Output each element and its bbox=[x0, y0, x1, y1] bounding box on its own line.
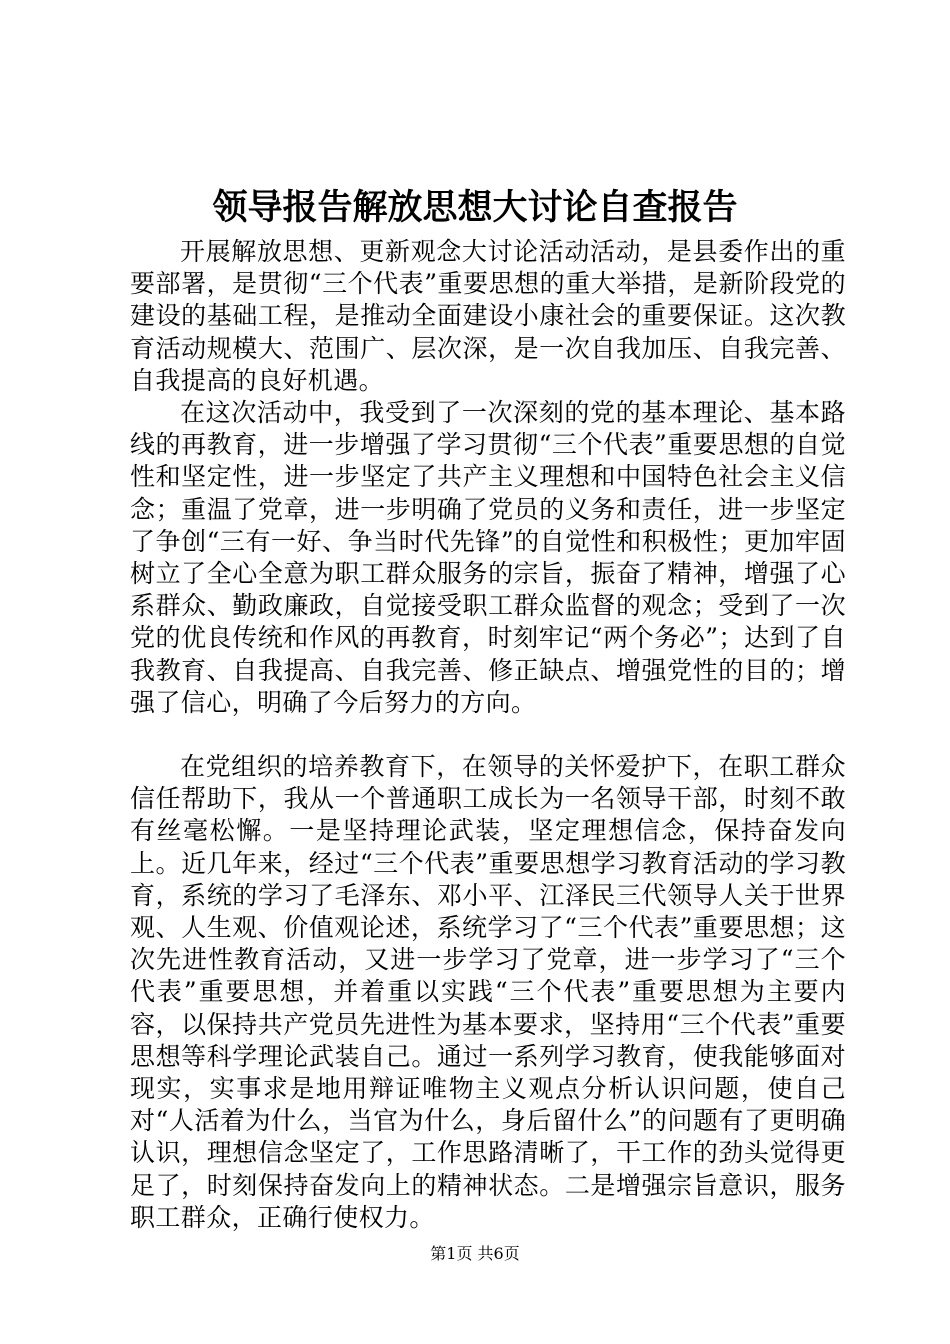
document-body bbox=[130, 236, 846, 1234]
paragraph-2: 在这次活动中，我受到了一次深刻的党的基本理论、基本路线的再教育，进一步增强了学习贯彻“三个代表”重要思想的自觉性和坚定性，进一步坚定了共产主义理想和中国特色社会主义信念；重温了党章，进一步明确了党员的义务和责任，进一步坚定了争创“三有一好、争当时代先锋”的自觉性和积极性；更加牢固树立了全心全意为职工群众服务的宗旨，振奋了精神，增强了心系群众、勤政廉政，自觉接受职工群众监督的观念；受到了一次党的优良传统和作风的再教育，时刻牢记“两个务必”；达到了自我教育、自我提高、自我完善、修正缺点、增强党性的目的；增强了信心，明确了今后努力的方向。 bbox=[130, 398, 846, 717]
page-footer: 第1页 共6页 bbox=[430, 1244, 520, 1263]
paragraph-1: 开展解放思想、更新观念大讨论活动活动，是县委作出的重要部署，是贯彻“三个代表”重要思想的重大举措，是新阶段党的建设的基础工程，是推动全面建设小康社会的重要保证。这次教育活动规模大、范围广、层次深，是一次自我加压、自我完善、自我提高的良好机遇。 bbox=[130, 237, 846, 395]
document-title: 领导报告解放思想大讨论自查报告 bbox=[212, 187, 738, 228]
paragraph-3: 在党组织的培养教育下，在领导的关怀爱护下，在职工群众信任帮助下，我从一个普通职工成长为一名领导干部，时刻不敢有丝毫松懈。一是坚持理论武装，坚定理想信念，保持奋发向上。近几年来，经过“三个代表”重要思想学习教育活动的学习教育，系统的学习了毛泽东、邓小平、江泽民三代领导人关于世界观、人生观、价值观论述，系统学习了“三个代表”重要思想；这次先进性教育活动，又进一步学习了党章，进一步学习了“三个代表”重要思想，并着重以实践“三个代表”重要思想为主要内容，以保持共产党员先进性为基本要求，坚持用“三个代表”重要思想等科学理论武装自己。通过一系列学习教育，使我能够面对现实，实事求是地用辩证唯物主义观点分析认识问题，使自己对“人活着为什么，当官为什么，身后留什么”的问题有了更明确认识，理想信念坚定了，工作思路清晰了，干工作的劲头觉得更足了，时刻保持奋发向上的精神状态。二是增强宗旨意识，服务职工群众，正确行使权力。 bbox=[130, 752, 846, 1232]
